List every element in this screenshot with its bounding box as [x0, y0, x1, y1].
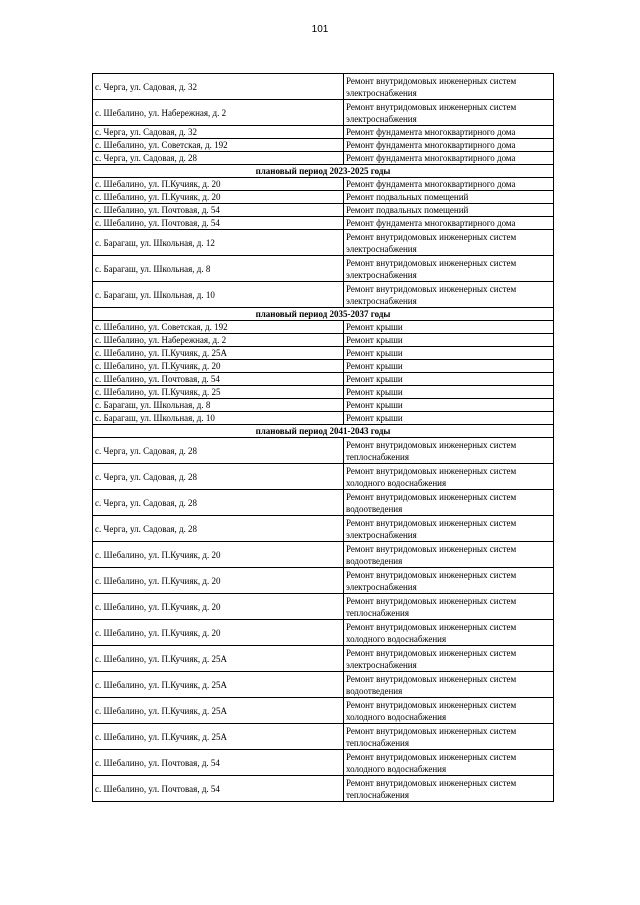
section-title: плановый период 2023-2025 годы: [93, 165, 554, 178]
address-cell: с. Шебалино, ул. Почтовая, д. 54: [93, 776, 344, 802]
section-header-row: [93, 308, 554, 321]
table-row: [93, 438, 554, 464]
table-row: [93, 373, 554, 386]
table-row: [93, 191, 554, 204]
work-type-cell: Ремонт крыши: [344, 321, 554, 334]
table-row: [93, 594, 554, 620]
work-type-cell: Ремонт внутридомовых инженерных систем электроснабжения: [344, 282, 554, 308]
address-cell: с. Шебалино, ул. П.Кучияк, д. 20: [93, 594, 344, 620]
address-cell: с. Черга, ул. Садовая, д. 32: [93, 126, 344, 139]
address-cell: с. Шебалино, ул. П.Кучияк, д. 25: [93, 386, 344, 399]
table-row: [93, 360, 554, 373]
address-cell: с. Барагаш, ул. Школьная, д. 8: [93, 399, 344, 412]
address-cell: с. Барагаш, ул. Школьная, д. 12: [93, 230, 344, 256]
page-number: 101: [311, 24, 329, 35]
address-cell: с. Черга, ул. Садовая, д. 28: [93, 152, 344, 165]
address-cell: с. Черга, ул. Садовая, д. 28: [93, 516, 344, 542]
address-cell: с. Шебалино, ул. П.Кучияк, д. 20: [93, 191, 344, 204]
table-row: [93, 256, 554, 282]
table-row: [93, 347, 554, 360]
work-type-cell: Ремонт внутридомовых инженерных систем холодного водоснабжения: [344, 750, 554, 776]
work-type-cell: Ремонт внутридомовых инженерных систем водоотведения: [344, 490, 554, 516]
address-cell: с. Шебалино, ул. П.Кучияк, д. 20: [93, 360, 344, 373]
work-type-cell: Ремонт внутридомовых инженерных систем электроснабжения: [344, 646, 554, 672]
address-cell: с. Шебалино, ул. П.Кучияк, д. 20: [93, 620, 344, 646]
table-row: [93, 399, 554, 412]
table-row: [93, 100, 554, 126]
address-cell: с. Шебалино, ул. П.Кучияк, д. 25А: [93, 347, 344, 360]
work-type-cell: Ремонт внутридомовых инженерных систем электроснабжения: [344, 230, 554, 256]
table-row: [93, 646, 554, 672]
table-row: [93, 672, 554, 698]
work-type-cell: Ремонт крыши: [344, 347, 554, 360]
table-row: [93, 698, 554, 724]
work-type-cell: Ремонт внутридомовых инженерных систем электроснабжения: [344, 100, 554, 126]
section-header-row: [93, 165, 554, 178]
work-type-cell: Ремонт фундамента многоквартирного дома: [344, 217, 554, 230]
work-type-cell: Ремонт внутридомовых инженерных систем электроснабжения: [344, 516, 554, 542]
address-cell: с. Барагаш, ул. Школьная, д. 8: [93, 256, 344, 282]
address-cell: с. Барагаш, ул. Школьная, д. 10: [93, 282, 344, 308]
work-type-cell: Ремонт внутридомовых инженерных систем электроснабжения: [344, 256, 554, 282]
work-type-cell: Ремонт крыши: [344, 386, 554, 399]
table-row: [93, 542, 554, 568]
table-row: [93, 321, 554, 334]
address-cell: с. Шебалино, ул. П.Кучияк, д. 20: [93, 568, 344, 594]
address-cell: с. Шебалино, ул. Почтовая, д. 54: [93, 373, 344, 386]
work-type-cell: Ремонт внутридомовых инженерных систем теплоснабжения: [344, 724, 554, 750]
work-type-cell: Ремонт внутридомовых инженерных систем электроснабжения: [344, 74, 554, 100]
table-row: [93, 516, 554, 542]
address-cell: с. Шебалино, ул. Почтовая, д. 54: [93, 750, 344, 776]
work-type-cell: Ремонт внутридомовых инженерных систем электроснабжения: [344, 568, 554, 594]
work-type-cell: Ремонт крыши: [344, 334, 554, 347]
work-type-cell: Ремонт подвальных помещений: [344, 204, 554, 217]
table-row: [93, 724, 554, 750]
address-cell: с. Черга, ул. Садовая, д. 28: [93, 490, 344, 516]
work-type-cell: Ремонт внутридомовых инженерных систем теплоснабжения: [344, 776, 554, 802]
table-row: [93, 568, 554, 594]
address-cell: с. Черга, ул. Садовая, д. 28: [93, 438, 344, 464]
work-type-cell: Ремонт крыши: [344, 373, 554, 386]
work-type-cell: Ремонт внутридомовых инженерных систем водоотведения: [344, 672, 554, 698]
work-type-cell: Ремонт крыши: [344, 360, 554, 373]
address-cell: с. Шебалино, ул. П.Кучияк, д. 25А: [93, 698, 344, 724]
table-row: [93, 230, 554, 256]
address-cell: с. Шебалино, ул. Набережная, д. 2: [93, 100, 344, 126]
table-row: [93, 386, 554, 399]
table-row: [93, 620, 554, 646]
table-row: [93, 334, 554, 347]
table-row: [93, 282, 554, 308]
section-title: плановый период 2041-2043 годы: [93, 425, 554, 438]
table-row: [93, 74, 554, 100]
work-type-cell: Ремонт внутридомовых инженерных систем теплоснабжения: [344, 438, 554, 464]
address-cell: с. Шебалино, ул. П.Кучияк, д. 25А: [93, 672, 344, 698]
section-header-row: [93, 425, 554, 438]
work-type-cell: Ремонт крыши: [344, 412, 554, 425]
work-type-cell: Ремонт фундамента многоквартирного дома: [344, 152, 554, 165]
address-cell: с. Шебалино, ул. П.Кучияк, д. 25А: [93, 646, 344, 672]
work-type-cell: Ремонт фундамента многоквартирного дома: [344, 178, 554, 191]
table-body: [93, 74, 554, 802]
table-row: [93, 217, 554, 230]
work-type-cell: Ремонт внутридомовых инженерных систем холодного водоснабжения: [344, 620, 554, 646]
section-title: плановый период 2035-2037 годы: [93, 308, 554, 321]
table-row: [93, 152, 554, 165]
table-row: [93, 412, 554, 425]
address-cell: с. Шебалино, ул. Советская, д. 192: [93, 139, 344, 152]
address-cell: с. Шебалино, ул. Почтовая, д. 54: [93, 217, 344, 230]
address-cell: с. Шебалино, ул. Советская, д. 192: [93, 321, 344, 334]
table-row: [93, 204, 554, 217]
table-row: [93, 750, 554, 776]
address-cell: с. Шебалино, ул. П.Кучияк, д. 20: [93, 178, 344, 191]
work-type-cell: Ремонт внутридомовых инженерных систем водоотведения: [344, 542, 554, 568]
address-cell: с. Шебалино, ул. П.Кучияк, д. 25А: [93, 724, 344, 750]
work-type-cell: Ремонт внутридомовых инженерных систем холодного водоснабжения: [344, 698, 554, 724]
table-row: [93, 126, 554, 139]
address-cell: с. Барагаш, ул. Школьная, д. 10: [93, 412, 344, 425]
work-type-cell: Ремонт фундамента многоквартирного дома: [344, 126, 554, 139]
work-type-cell: Ремонт подвальных помещений: [344, 191, 554, 204]
work-type-cell: Ремонт внутридомовых инженерных систем холодного водоснабжения: [344, 464, 554, 490]
repair-works-table: [92, 73, 554, 802]
table-row: [93, 776, 554, 802]
work-type-cell: Ремонт фундамента многоквартирного дома: [344, 139, 554, 152]
address-cell: с. Шебалино, ул. Набережная, д. 2: [93, 334, 344, 347]
table-row: [93, 178, 554, 191]
work-type-cell: Ремонт крыши: [344, 399, 554, 412]
table-row: [93, 464, 554, 490]
address-cell: с. Шебалино, ул. Почтовая, д. 54: [93, 204, 344, 217]
work-type-cell: Ремонт внутридомовых инженерных систем теплоснабжения: [344, 594, 554, 620]
address-cell: с. Черга, ул. Садовая, д. 32: [93, 74, 344, 100]
table-row: [93, 139, 554, 152]
address-cell: с. Шебалино, ул. П.Кучияк, д. 20: [93, 542, 344, 568]
table-row: [93, 490, 554, 516]
address-cell: с. Черга, ул. Садовая, д. 28: [93, 464, 344, 490]
